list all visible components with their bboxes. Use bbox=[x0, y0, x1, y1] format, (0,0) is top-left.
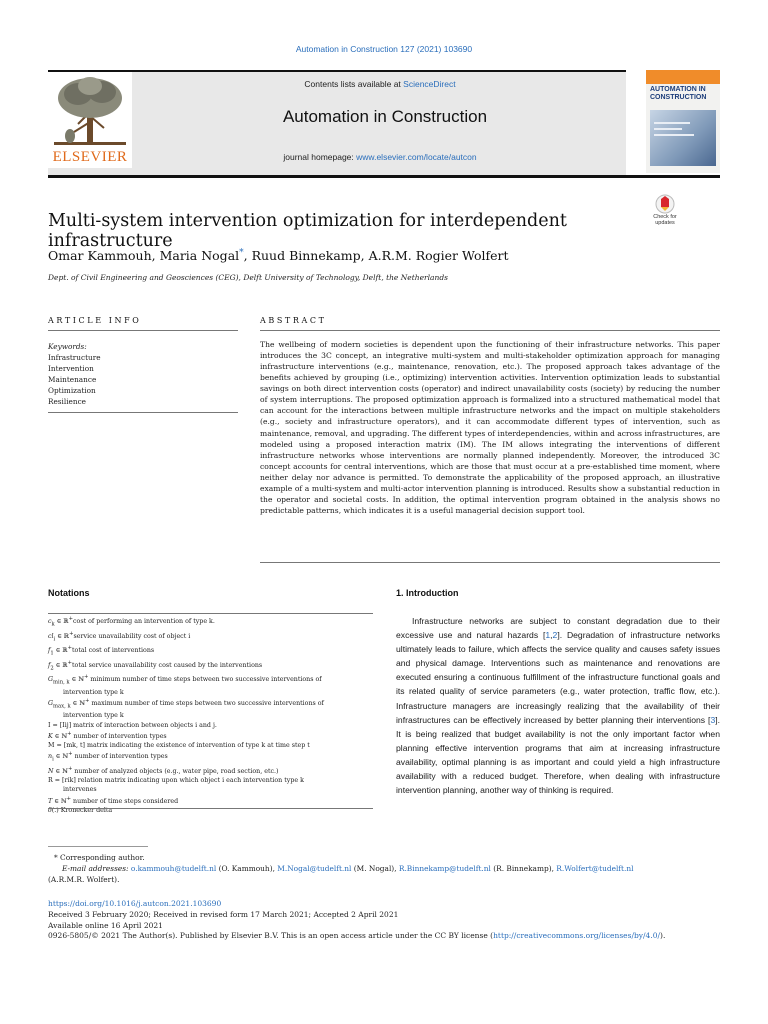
notation-description: service unavailability cost of object i bbox=[73, 632, 191, 640]
publication-info bbox=[48, 899, 728, 942]
article-info-rule bbox=[48, 330, 238, 331]
notation-description: number of intervention types bbox=[72, 753, 168, 761]
available-online-date: Available online 16 April 2021 bbox=[48, 920, 163, 930]
keywords-heading: Keywords: bbox=[48, 342, 87, 351]
notation-domain: = [I bbox=[50, 721, 65, 729]
notation-continuation: intervention type k bbox=[63, 712, 124, 720]
notation-domain: ∈ ℝ bbox=[53, 647, 68, 655]
notation-description: total service unavailability cost caused by the interventions bbox=[72, 661, 263, 669]
check-updates-label: Check for updates bbox=[653, 214, 677, 226]
cover-image bbox=[650, 110, 716, 166]
notation-row bbox=[48, 659, 373, 674]
elsevier-wordmark: ELSEVIER bbox=[52, 149, 128, 165]
notation-description: Kronecker delta bbox=[58, 806, 113, 814]
cover-title: AUTOMATION IN CONSTRUCTION bbox=[650, 86, 707, 101]
citation-link[interactable]: 2 bbox=[552, 630, 558, 641]
check-for-updates-badge[interactable] bbox=[649, 194, 681, 234]
notation-description: maximum number of time steps between two successive interventions of bbox=[89, 700, 324, 708]
notation-superscript: + bbox=[67, 730, 72, 737]
keywords-block bbox=[48, 341, 101, 407]
authors-first: Omar Kammouh, Maria Nogal bbox=[48, 248, 240, 264]
notation-domain: ∈ ℝ bbox=[55, 632, 70, 640]
notation-domain: = [m bbox=[54, 742, 73, 750]
notation-subscript: 2 bbox=[50, 664, 54, 671]
email-owner: (M. Nogal), bbox=[351, 864, 399, 873]
cover-band bbox=[646, 70, 720, 84]
keyword-item: Intervention bbox=[48, 364, 94, 373]
abstract-rule bbox=[260, 330, 720, 331]
notation-description: cost of performing an intervention of type k. bbox=[73, 618, 215, 626]
notation-domain: ∈ ℕ bbox=[52, 797, 67, 805]
journal-cover-thumbnail[interactable] bbox=[646, 70, 720, 173]
notation-superscript: + bbox=[69, 630, 74, 637]
notation-row bbox=[48, 644, 373, 659]
notation-domain: ∈ ℝ bbox=[53, 661, 68, 669]
license-prefix: 0926-5805/© 2021 The Author(s). Published by Elsevier B.V. This is an open access article under the CC BY license ( bbox=[48, 931, 494, 941]
sciencedirect-link[interactable]: ScienceDirect bbox=[403, 79, 456, 89]
received-dates: Received 3 February 2020; Received in revised form 17 March 2021; Accepted 2 April 2021 bbox=[48, 909, 399, 919]
check-updates-icon bbox=[649, 194, 681, 214]
notation-row bbox=[48, 630, 373, 645]
notation-description: k, t] matrix indicating the existence of intervention of type k at time step t bbox=[72, 742, 310, 750]
notation-symbol: T bbox=[48, 797, 53, 805]
keyword-item: Optimization bbox=[48, 386, 96, 395]
cover-line bbox=[654, 122, 690, 124]
notation-symbol: I bbox=[48, 721, 51, 729]
notation-symbol: n bbox=[48, 753, 53, 761]
notation-symbol: c bbox=[48, 618, 52, 626]
notations-heading: Notations bbox=[48, 588, 90, 598]
keyword-item: Maintenance bbox=[48, 375, 97, 384]
author-list bbox=[48, 248, 509, 263]
notation-symbol: δ bbox=[48, 806, 52, 814]
authors-rest: , Ruud Binnekamp, A.R.M. Rogier Wolfert bbox=[243, 248, 509, 264]
notation-symbol: N bbox=[48, 768, 54, 776]
email-label: E-mail addresses: bbox=[62, 864, 129, 873]
notation-description: ij] matrix of interaction between objects i and j. bbox=[64, 721, 217, 729]
abstract-label: ABSTRACT bbox=[260, 316, 327, 325]
notation-domain: ∈ ℕ bbox=[53, 768, 68, 776]
notation-row bbox=[48, 750, 373, 765]
notation-domain: ∈ ℕ bbox=[69, 676, 85, 684]
notation-domain: ∈ ℕ bbox=[53, 753, 69, 761]
intro-text-part: , bbox=[550, 630, 553, 641]
notations-list bbox=[48, 615, 373, 815]
notation-domain: ∈ ℝ bbox=[54, 618, 69, 626]
notation-row bbox=[48, 615, 373, 630]
license-suffix: ). bbox=[660, 931, 666, 941]
notation-superscript: + bbox=[68, 751, 73, 758]
email-link[interactable]: M.Nogal@tudelft.nl bbox=[277, 864, 352, 873]
notation-description: number of analyzed objects (e.g., water pipe, road section, etc.) bbox=[72, 768, 279, 776]
notation-symbol: cl bbox=[48, 632, 54, 640]
article-info-label: ARTICLE INFO bbox=[48, 316, 142, 325]
notation-description: number of intervention types bbox=[71, 732, 167, 740]
notation-subscript: min, k bbox=[53, 679, 70, 686]
notation-subscript: 1 bbox=[50, 650, 54, 657]
contents-line bbox=[140, 79, 620, 89]
email-addresses bbox=[48, 863, 720, 874]
notation-row bbox=[48, 697, 373, 712]
journal-title: Automation in Construction bbox=[282, 107, 488, 126]
email-owner: (R. Binnekamp), bbox=[490, 864, 557, 873]
notation-row bbox=[48, 721, 373, 730]
notation-symbol: f bbox=[48, 661, 51, 669]
notation-description: number of time steps considered bbox=[71, 797, 179, 805]
keyword-item: Resilience bbox=[48, 397, 86, 406]
email-link[interactable]: R.Wolfert@tudelft.nl bbox=[556, 864, 634, 873]
notation-row bbox=[48, 730, 373, 741]
elsevier-logo bbox=[48, 72, 132, 168]
affiliation: Dept. of Civil Engineering and Geosciences (CEG), Delft University of Technology, Delft, the Netherlands bbox=[48, 273, 448, 282]
notation-row bbox=[48, 795, 373, 806]
email-link[interactable]: o.kammouh@tudelft.nl bbox=[130, 864, 217, 873]
notation-domain: = [r bbox=[52, 777, 68, 785]
notation-superscript: + bbox=[85, 697, 90, 704]
notation-subscript: i bbox=[53, 635, 56, 642]
notation-domain: (.) bbox=[51, 806, 59, 814]
notation-row bbox=[48, 765, 373, 776]
citation-link[interactable]: 1 bbox=[545, 630, 551, 641]
elsevier-tree-icon bbox=[48, 72, 132, 150]
notation-superscript: + bbox=[67, 659, 72, 666]
notation-subscript: k bbox=[51, 621, 55, 628]
email-owner-last: (A.R.M.R. Wolfert). bbox=[48, 875, 120, 884]
notation-symbol: G bbox=[48, 676, 54, 684]
journal-homepage-link[interactable]: www.elsevier.com/locate/autcon bbox=[356, 152, 477, 162]
notation-symbol: f bbox=[48, 647, 51, 655]
notation-description: total cost of interventions bbox=[72, 647, 155, 655]
email-owner: (O. Kammouh), bbox=[216, 864, 278, 873]
paper-title: Multi-system intervention optimization for interdependent infrastructure bbox=[48, 211, 567, 251]
notation-symbol: K bbox=[48, 732, 53, 740]
notation-superscript: + bbox=[67, 645, 72, 652]
cover-line bbox=[654, 134, 694, 136]
keywords-bottom-rule bbox=[48, 412, 238, 413]
notation-domain: ∈ ℕ bbox=[70, 700, 86, 708]
license-line bbox=[48, 931, 728, 942]
abstract-text: The wellbeing of modern societies is dependent upon the functioning of their infrastructure networks. This paper introduces the 3C concept, an integrative multi-system and multi-stakeholder optimization approach for managing infrastructure interventions (e.g., maintenance, renovation, etc.). The proposed approach takes advantage of the benefits achieved by grouping (i.e., optimizing) intervention activities. Intervention optimization leads to substantial savings on both direct intervention costs (operator) and indirect unavailability costs (society) by reducing the number of system interruptions. The proposed optimization approach is formalized into a structured mathematical model that can account for the interactions between multiple infrastructure networks and the impact on multiple stakeholders (e.g., society and infrastructure operators), and it can accommodate different types of intervention, such as maintenance, removal, and upgrading. The different types of interdependencies, within and across infrastructures, are modeled using a proposed interaction matrix (IM). The IM allows integrating the interventions of different infrastructure networks whose interventions are normally planned independently. Moreover, the introduced 3C concept accounts for central interventions, which are those that must occur at a pre-established time moment, where neither delay nor advance is permitted. To demonstrate the applicability of the proposed approach, an illustrative example of a multi-system and multi-actor intervention planning is introduced. Results show a substantial reduction in the operator and societal costs. In addition, the optimal intervention program obtained in the analysis shows no predictable patterns, which indicates it is a useful managerial decision support tool. bbox=[260, 340, 720, 515]
notation-description: minimum number of time steps between two successive interventions of bbox=[88, 676, 322, 684]
notations-top-rule bbox=[48, 613, 373, 614]
notation-symbol: M bbox=[48, 742, 55, 750]
contents-prefix: Contents lists available at bbox=[304, 79, 404, 89]
notation-domain: ∈ ℕ bbox=[52, 732, 68, 740]
journal-reference[interactable]: Automation in Construction 127 (2021) 103690 bbox=[295, 44, 473, 54]
notation-superscript: + bbox=[84, 674, 89, 681]
homepage-prefix: journal homepage: bbox=[283, 152, 357, 162]
notation-superscript: + bbox=[67, 765, 73, 772]
header-divider bbox=[48, 175, 720, 178]
keyword-item: Infrastructure bbox=[48, 353, 101, 362]
notation-continuation: intervention type k bbox=[63, 688, 124, 696]
intro-text-part: Infrastructure networks are subject to constant degradation due to their excessive use and natural hazards [ bbox=[396, 616, 720, 641]
notation-subscript: max, k bbox=[53, 703, 71, 710]
introduction-text bbox=[396, 614, 720, 797]
footnote-rule bbox=[48, 846, 148, 847]
license-link[interactable]: http://creativecommons.org/licenses/by/4.0/ bbox=[493, 931, 661, 941]
intro-text-part: ]. Degradation of infrastructure networks ultimately leads to failure, which affects the service quality and causes safety issues and physical damage. Interventions such as maintenance and renovations are executed ensuring a continuous fulfillment of the infrastructure functional goals and its related quality of service parameters (e.g., water protection, traffic flow, etc.). Infrastructure managers are increasingly realizing that the availability of their infrastructures can be effectively increased by better planning their interventions [ bbox=[396, 630, 720, 725]
notation-row bbox=[48, 673, 373, 688]
notation-symbol: R bbox=[48, 777, 53, 785]
intro-text-part: ]. It is being realized that budget availability is not the only important factor when planning effective intervention programs that aim at increasing infrastructure availability, optimal planning is as important and could yield a high infrastructure availability with a reduced budget. Therefore, when dealing with infrastructure intervention planning, another way of thinking is required. bbox=[396, 714, 720, 796]
corresponding-author-note: * Corresponding author. bbox=[54, 853, 145, 862]
notation-continuation: intervenes bbox=[63, 786, 97, 794]
notation-subscript: i bbox=[52, 756, 54, 763]
abstract-bottom-rule bbox=[260, 562, 720, 563]
footnote-block bbox=[48, 852, 720, 885]
notations-bottom-rule bbox=[48, 808, 373, 809]
cover-line bbox=[654, 128, 682, 130]
email-link[interactable]: R.Binnekamp@tudelft.nl bbox=[398, 864, 491, 873]
corresponding-author-marker[interactable]: * bbox=[239, 248, 244, 258]
journal-homepage-line bbox=[140, 152, 620, 162]
citation-link[interactable]: 3 bbox=[710, 714, 716, 725]
notation-superscript: + bbox=[66, 795, 72, 802]
notation-row bbox=[48, 741, 373, 750]
doi-link[interactable]: https://doi.org/10.1016/j.autcon.2021.103690 bbox=[48, 899, 222, 908]
notation-description: ik] relation matrix indicating upon which object i each intervention type k bbox=[67, 777, 304, 785]
introduction-heading: 1. Introduction bbox=[396, 588, 459, 598]
notation-symbol: G bbox=[48, 700, 54, 708]
notation-row bbox=[48, 776, 373, 785]
notation-superscript: + bbox=[68, 616, 74, 622]
